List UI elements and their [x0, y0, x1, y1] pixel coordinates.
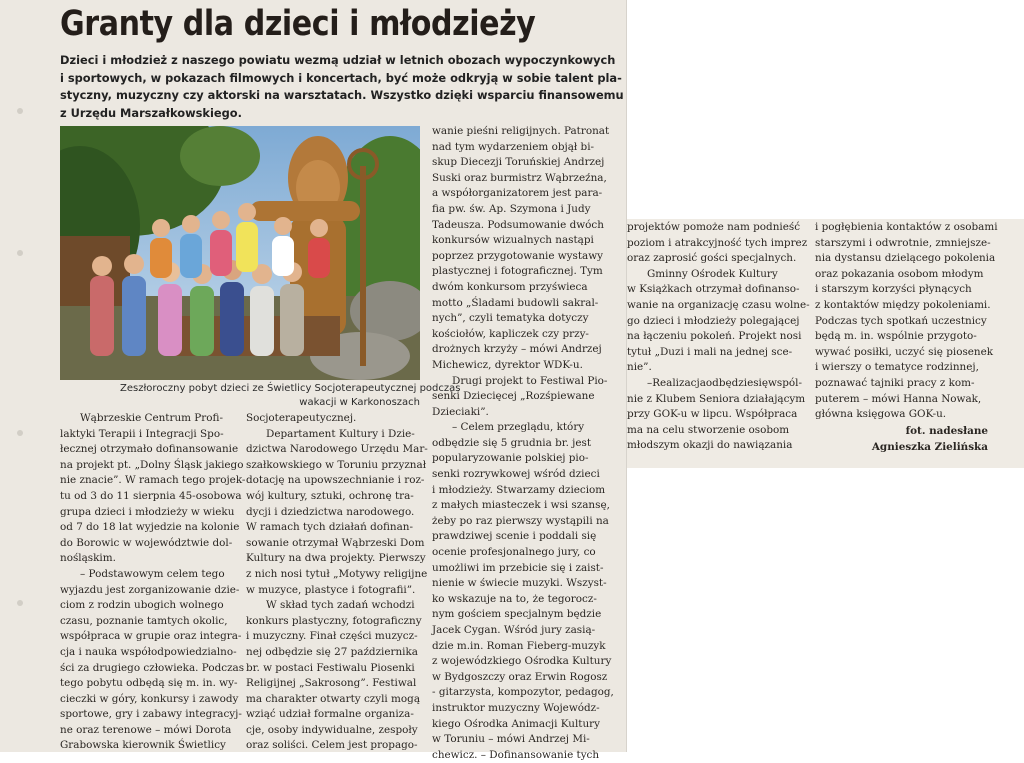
article-text-line: prawdziwej scenie i poddali się [432, 530, 597, 543]
lead-line: i sportowych, w pokazach filmowych i koncertach, być może odkryją w sobie talent pla- [60, 70, 622, 85]
article-text-line: laktyki Terapii i Integracji Spo- [60, 427, 224, 440]
article-text-line: nienie w świecie muzyki. Wszyst- [432, 577, 607, 590]
article-text-line: odbędzie się 5 grudnia br. jest [432, 436, 592, 449]
article-text-line: konkursów wizualnych nastąpi [432, 234, 594, 247]
article-text-line: instruktor muzyczny Wojewódz- [432, 701, 600, 714]
article-text-line: i pogłębienia kontaktów z osobami [815, 221, 998, 233]
article-text-line: tytuł „Duzi i mali na jednej sce- [627, 345, 793, 358]
article-text-line: Drugi projekt to Festiwal Pio- [452, 374, 608, 387]
article-text-line: poziom i atrakcyjność tych imprez [627, 236, 808, 249]
article-column-1 [60, 411, 246, 754]
article-text-line: nad tym wydarzeniem objął bi- [432, 140, 595, 153]
article-text-line: na projekt pt. „Dolny Śląsk jakiego [60, 458, 244, 471]
article-text-line: dzie m.in. Roman Fieberg-muzyk [432, 639, 606, 652]
article-text-line: wyjazdu jest zorganizowanie dzie- [60, 583, 240, 596]
article-text-line: z nich nosi tytuł „Motywy religijne [246, 567, 428, 580]
article-text-line: tego pobytu odbędą się m. in. wy- [60, 677, 238, 690]
article-text-line: ści za drugiego człowieka. Podczas [60, 661, 245, 674]
article-text-line: Gminny Ośrodek Kultury [647, 267, 778, 280]
article-text-line: ma charakter otwarty czyli mogą [246, 692, 421, 705]
article-text-line: br. w postaci Festiwalu Piosenki [246, 661, 415, 674]
article-text-line: Michewicz, dyrektor WDK-u. [432, 358, 583, 371]
article-text-line: wziąć udział formalne organiza- [246, 708, 414, 721]
article-text-line: nie z Klubem Seniora działającym [627, 392, 806, 405]
article-text-line: z wojewódzkiego Ośrodka Kultury [432, 655, 612, 668]
article-text-line: konkurs plastyczny, fotograficzny [246, 614, 422, 627]
article-text-line: grupa dzieci i młodzieży w wieku [60, 505, 235, 518]
article-text-line: nie”. [627, 361, 652, 374]
article-text-line: dotację na upowszechnianie i roz- [246, 474, 425, 487]
article-text-line: poprzez przygotowanie wystawy [432, 249, 604, 262]
photo-children-with-wooden-statue [60, 126, 420, 380]
article-column-3 [432, 124, 614, 763]
article-text-line: sportowe, gry i zabawy integracyj- [60, 708, 242, 721]
article-text-line: Wąbrzeskie Centrum Profi- [80, 412, 223, 424]
article-text-line: Socjoterapeutycznej. [246, 412, 357, 424]
article-text-line: chewicz. – Dofinansowanie tych [432, 748, 600, 761]
article-text-line: dzictwa Narodowego Urzędu Mar- [246, 443, 428, 456]
article-text-line: i młodzieży. Stwarzamy dzieciom [432, 483, 606, 496]
article-text-line: – Celem przeglądu, który [452, 421, 585, 434]
article-column-2 [246, 411, 428, 754]
binder-hole [17, 108, 23, 114]
article-text-line: łecznej otrzymało dofinansowanie [60, 443, 239, 456]
lead-line: Dzieci i młodzież z naszego powiatu wezmą udział w letnich obozach wypoczynkowych [60, 53, 616, 67]
article-text-line: żeby po raz pierwszy wystąpili na [432, 514, 609, 527]
article-text-line: puterem – mówi Hanna Nowak, [815, 392, 982, 405]
lead-line: styczny, muzyczny czy aktorski na warsztatach. Wszystko dzięki wsparciu finansowemu [60, 88, 624, 102]
article-text-line: skup Diecezji Toruńskiej Andrzej [432, 156, 605, 169]
article-text-line: w Książkach otrzymał dofinanso- [627, 283, 800, 296]
article-text-line: główna księgowa GOK-u. [815, 408, 947, 421]
article-column-4 [627, 220, 809, 454]
article-text-line: Grabowska kierownik Świetlicy [60, 739, 226, 752]
article-text-line: czasu, poznanie tamtych okolic, [60, 614, 228, 627]
article-text-line: ne oraz terenowe – mówi Dorota [60, 723, 232, 736]
article-text-line: Podczas tych spotkań uczestnicy [815, 314, 987, 327]
article-text-line: nym gościem specjalnym będzie [432, 608, 602, 621]
article-text-line: ma na celu stworzenie osobom [627, 423, 790, 436]
article-text-line: tu od 3 do 11 sierpnia 45-osobowa [60, 489, 242, 502]
article-text-line: senki rozrywkowej wśród dzieci [432, 468, 600, 481]
article-text-line: wanie pieśni religijnych. Patronat [432, 125, 610, 137]
article-text-line: dycji i dziedzictwa narodowego. [246, 505, 415, 518]
article-text-line: ocenie profesjonalnego jury, co [432, 546, 596, 559]
article-text-line: w Bydgoszczy oraz Erwin Rogosz [432, 670, 608, 683]
lead-line: z Urzędu Marszałkowskiego. [60, 105, 242, 120]
article-text-line: senki Dziecięcej „Rozśpiewane [432, 390, 595, 403]
article-text-line: plastycznej i fotograficznej. Tym [432, 265, 603, 278]
article-text-line: ciom z rodzin ubogich wolnego [60, 599, 224, 612]
binder-hole [17, 250, 23, 256]
article-text-line: Religijnej „Sakrosong”. Festiwal [246, 677, 417, 690]
article-text-line: poznawać tajniki pracy z kom- [815, 376, 975, 389]
article-text-line: go dzieci i młodzieży polegającej [627, 314, 800, 327]
article-text-line: Tadeusza. Podsumowanie dwóch [432, 218, 604, 231]
article-text-line: na łączeniu pokoleń. Projekt nosi [627, 330, 802, 343]
article-text-line: Kultury na dwa projekty. Pierwszy [246, 552, 426, 565]
article-text-line: fia pw. św. Ap. Szymona i Judy [432, 202, 591, 215]
article-text-line: szałkowskiego w Toruniu przyznał [246, 458, 427, 471]
article-text-line: współpraca w grupie oraz integra- [60, 630, 242, 643]
article-text-line: w muzyce, plastyce i fotografii”. [246, 583, 416, 596]
photo-credit: fot. nadesłane [905, 425, 988, 437]
article-text-line: oraz zaprosić gości specjalnych. [627, 252, 797, 265]
article-text-line: starszymi i odwrotnie, zmniejsze- [815, 236, 991, 249]
article-text-line: będą m. in. wspólnie przygoto- [815, 330, 977, 343]
article-text-line: i muzyczny. Finał części muzycz- [246, 630, 418, 643]
article-text-line: nie znacie”. W ramach tego projek- [60, 474, 246, 487]
article-text-line: nośląskim. [60, 552, 116, 565]
article-text-line: Dzieciaki”. [432, 405, 489, 418]
article-text-line: oraz soliści. Celem jest propago- [246, 739, 418, 752]
article-text-line: W ramach tych działań dofinan- [246, 521, 413, 534]
article-lead [60, 52, 624, 122]
article-text-line: Suski oraz burmistrz Wąbrzeźna, [432, 171, 607, 184]
article-text-line: popularyzowanie polskiej pio- [432, 452, 589, 465]
article-text-line: przy GOK-u w lipcu. Współpraca [627, 408, 798, 421]
article-credits [820, 424, 988, 455]
article-text-line: dwóm konkursom przyświeca [432, 280, 588, 293]
article-text-line: ko wskazuje na to, że tegorocz- [432, 592, 597, 605]
article-text-line: cje, osoby indywidualne, zespoły [246, 723, 418, 736]
article-text-line: nia dystansu dzielącego pokolenia [815, 252, 996, 265]
article-text-line: - gitarzysta, kompozytor, pedagog, [432, 686, 614, 699]
caption-line: Zeszłoroczny pobyt dzieci ze Świetlicy Socjoterapeutycznej podczas [120, 383, 461, 394]
article-text-line: a współorganizatorem jest para- [432, 187, 603, 200]
article-text-line: oraz pokazania osobom młodym [815, 267, 984, 280]
article-text-line: projektów pomoże nam podnieść [627, 221, 801, 233]
article-text-line: z kontaktów między pokoleniami. [815, 298, 991, 311]
article-text-line: w Toruniu – mówi Andrzej Mi- [432, 733, 590, 746]
article-text-line: z małych miasteczek i wsi szansę, [432, 499, 610, 512]
article-text-line: cieczki w góry, konkursy i zawody [60, 692, 239, 705]
binder-holes [17, 0, 27, 752]
binder-hole [17, 600, 23, 606]
article-text-line: nej odbędzie się 27 października [246, 645, 418, 658]
article-text-line: cja i nauka współodpowiedzialno- [60, 645, 237, 658]
article-text-line: motto „Śladami budowli sakral- [432, 296, 599, 309]
article-text-line: Jacek Cygan. Wśród jury zasią- [432, 624, 596, 636]
article-text-line: wój kultury, sztuki, ochronę tra- [246, 489, 414, 502]
article-text-line: młodszym okazji do nawiązania [627, 439, 793, 452]
article-text-line: i wierszy o tematyce rodzinnej, [815, 361, 979, 374]
article-text-line: drożnych krzyży – mówi Andrzej [432, 343, 602, 356]
article-text-line: wywać posiłki, uczyć się piosenek [815, 345, 994, 358]
article-text-line: – Podstawowym celem tego [80, 567, 225, 580]
article-text-line: od 7 do 18 lat wyjedzie na kolonie [60, 521, 240, 534]
article-text-line: do Borowic w województwie dol- [60, 536, 233, 549]
article-photo [60, 126, 420, 380]
photo-caption [120, 382, 461, 410]
article-text-line: sowanie otrzymał Wąbrzeski Dom [246, 536, 425, 549]
caption-line: wakacji w Karkonoszach [299, 397, 420, 408]
article-column-5 [815, 220, 998, 423]
article-text-line: wanie na organizację czasu wolne- [627, 298, 810, 311]
article-text-line: W skład tych zadań wchodzi [266, 599, 415, 612]
article-text-line: Departament Kultury i Dzie- [266, 427, 415, 440]
article-text-line: kościołów, kapliczek czy przy- [432, 327, 589, 340]
article-text-line: umożliwi im przebicie się i zaist- [432, 561, 604, 574]
article-text-line: kiego Ośrodka Animacji Kultury [432, 717, 600, 730]
article-text-line: nych”, czyli tematyka dotyczy [432, 312, 589, 325]
binder-hole [17, 430, 23, 436]
article-text-line: i starszym korzyści płynących [815, 283, 972, 296]
article-headline: Granty dla dzieci i młodzieży [60, 4, 536, 44]
article-text-line: –Realizacjaodbędziesięwspól- [647, 376, 802, 389]
author-name: Agnieszka Zielińska [871, 440, 988, 453]
